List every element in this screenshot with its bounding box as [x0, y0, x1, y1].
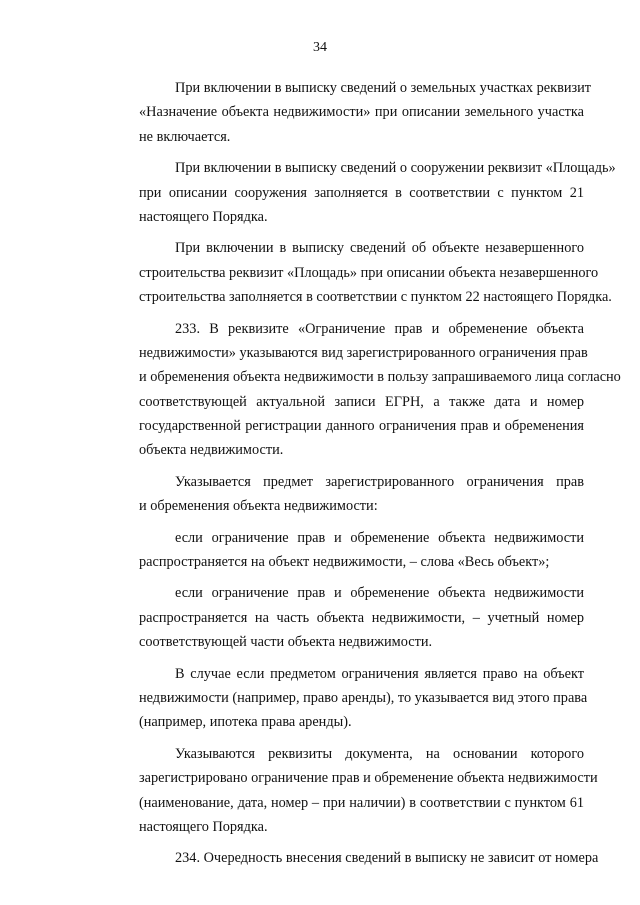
- paragraph: [103, 317, 621, 463]
- paragraph: [103, 76, 592, 149]
- text-line: При включении в выписку сведений об объекте незавершенного: [175, 240, 584, 257]
- paragraph: [103, 156, 616, 229]
- text-line: «Назначение объекта недвижимости» при описании земельного участка: [139, 104, 584, 121]
- text-line: при описании сооружения заполняется в соответствии с пунктом 21: [139, 184, 584, 201]
- text-line: 234. Очередность внесения сведений в выписку не зависит от номера: [175, 850, 599, 867]
- text-line: соответствующей части объекта недвижимости.: [139, 634, 433, 651]
- text-line: распространяется на часть объекта недвижимости, – учетный номер: [139, 609, 584, 626]
- paragraph: [103, 581, 584, 654]
- paragraph: [103, 526, 584, 575]
- text-line: Указываются реквизиты документа, на основании которого: [175, 745, 584, 762]
- text-line: распространяется на объект недвижимости, – слова «Весь объект»;: [139, 554, 550, 571]
- paragraph: [103, 236, 612, 309]
- text-line: государственной регистрации данного ограничения прав и обременения: [139, 418, 584, 435]
- text-line: 233. В реквизите «Ограничение прав и обременение объекта: [175, 320, 584, 337]
- paragraph: [103, 846, 599, 870]
- text-line: (наименование, дата, номер – при наличии) в соответствии с пунктом 61: [139, 794, 584, 811]
- text-line: объекта недвижимости.: [139, 442, 284, 459]
- text-line: если ограничение прав и обременение объекта недвижимости: [175, 585, 584, 602]
- text-line: не включается.: [139, 128, 231, 145]
- page-number: 34: [313, 40, 327, 55]
- paragraph: [103, 662, 588, 735]
- text-line: В случае если предметом ограничения является право на объект: [175, 665, 584, 682]
- text-line: если ограничение прав и обременение объекта недвижимости: [175, 529, 584, 546]
- paragraph: [103, 742, 598, 840]
- text-line: недвижимости» указываются вид зарегистрированного ограничения прав: [139, 344, 588, 361]
- text-line: Указывается предмет зарегистрированного ограничения прав: [175, 473, 584, 490]
- text-line: и обременения объекта недвижимости в пользу запрашиваемого лица согласно: [139, 369, 621, 386]
- text-line: строительства реквизит «Площадь» при описании объекта незавершенного: [139, 264, 599, 281]
- text-line: При включении в выписку сведений о сооружении реквизит «Площадь»: [175, 160, 616, 177]
- paragraph: [103, 470, 584, 519]
- text-line: настоящего Порядка.: [139, 208, 268, 225]
- text-line: настоящего Порядка.: [139, 818, 268, 835]
- text-line: и обременения объекта недвижимости:: [139, 498, 378, 515]
- text-line: (например, ипотека права аренды).: [139, 714, 352, 731]
- text-line: строительства заполняется в соответствии с пунктом 22 настоящего Порядка.: [139, 289, 612, 306]
- text-line: недвижимости (например, право аренды), то указывается вид этого права: [139, 689, 588, 706]
- text-line: соответствующей актуальной записи ЕГРН, а также дата и номер: [139, 393, 584, 410]
- text-line: При включении в выписку сведений о земельных участках реквизит: [175, 80, 592, 96]
- text-line: зарегистрировано ограничение прав и обременение объекта недвижимости: [139, 770, 598, 787]
- document-body: [103, 76, 621, 878]
